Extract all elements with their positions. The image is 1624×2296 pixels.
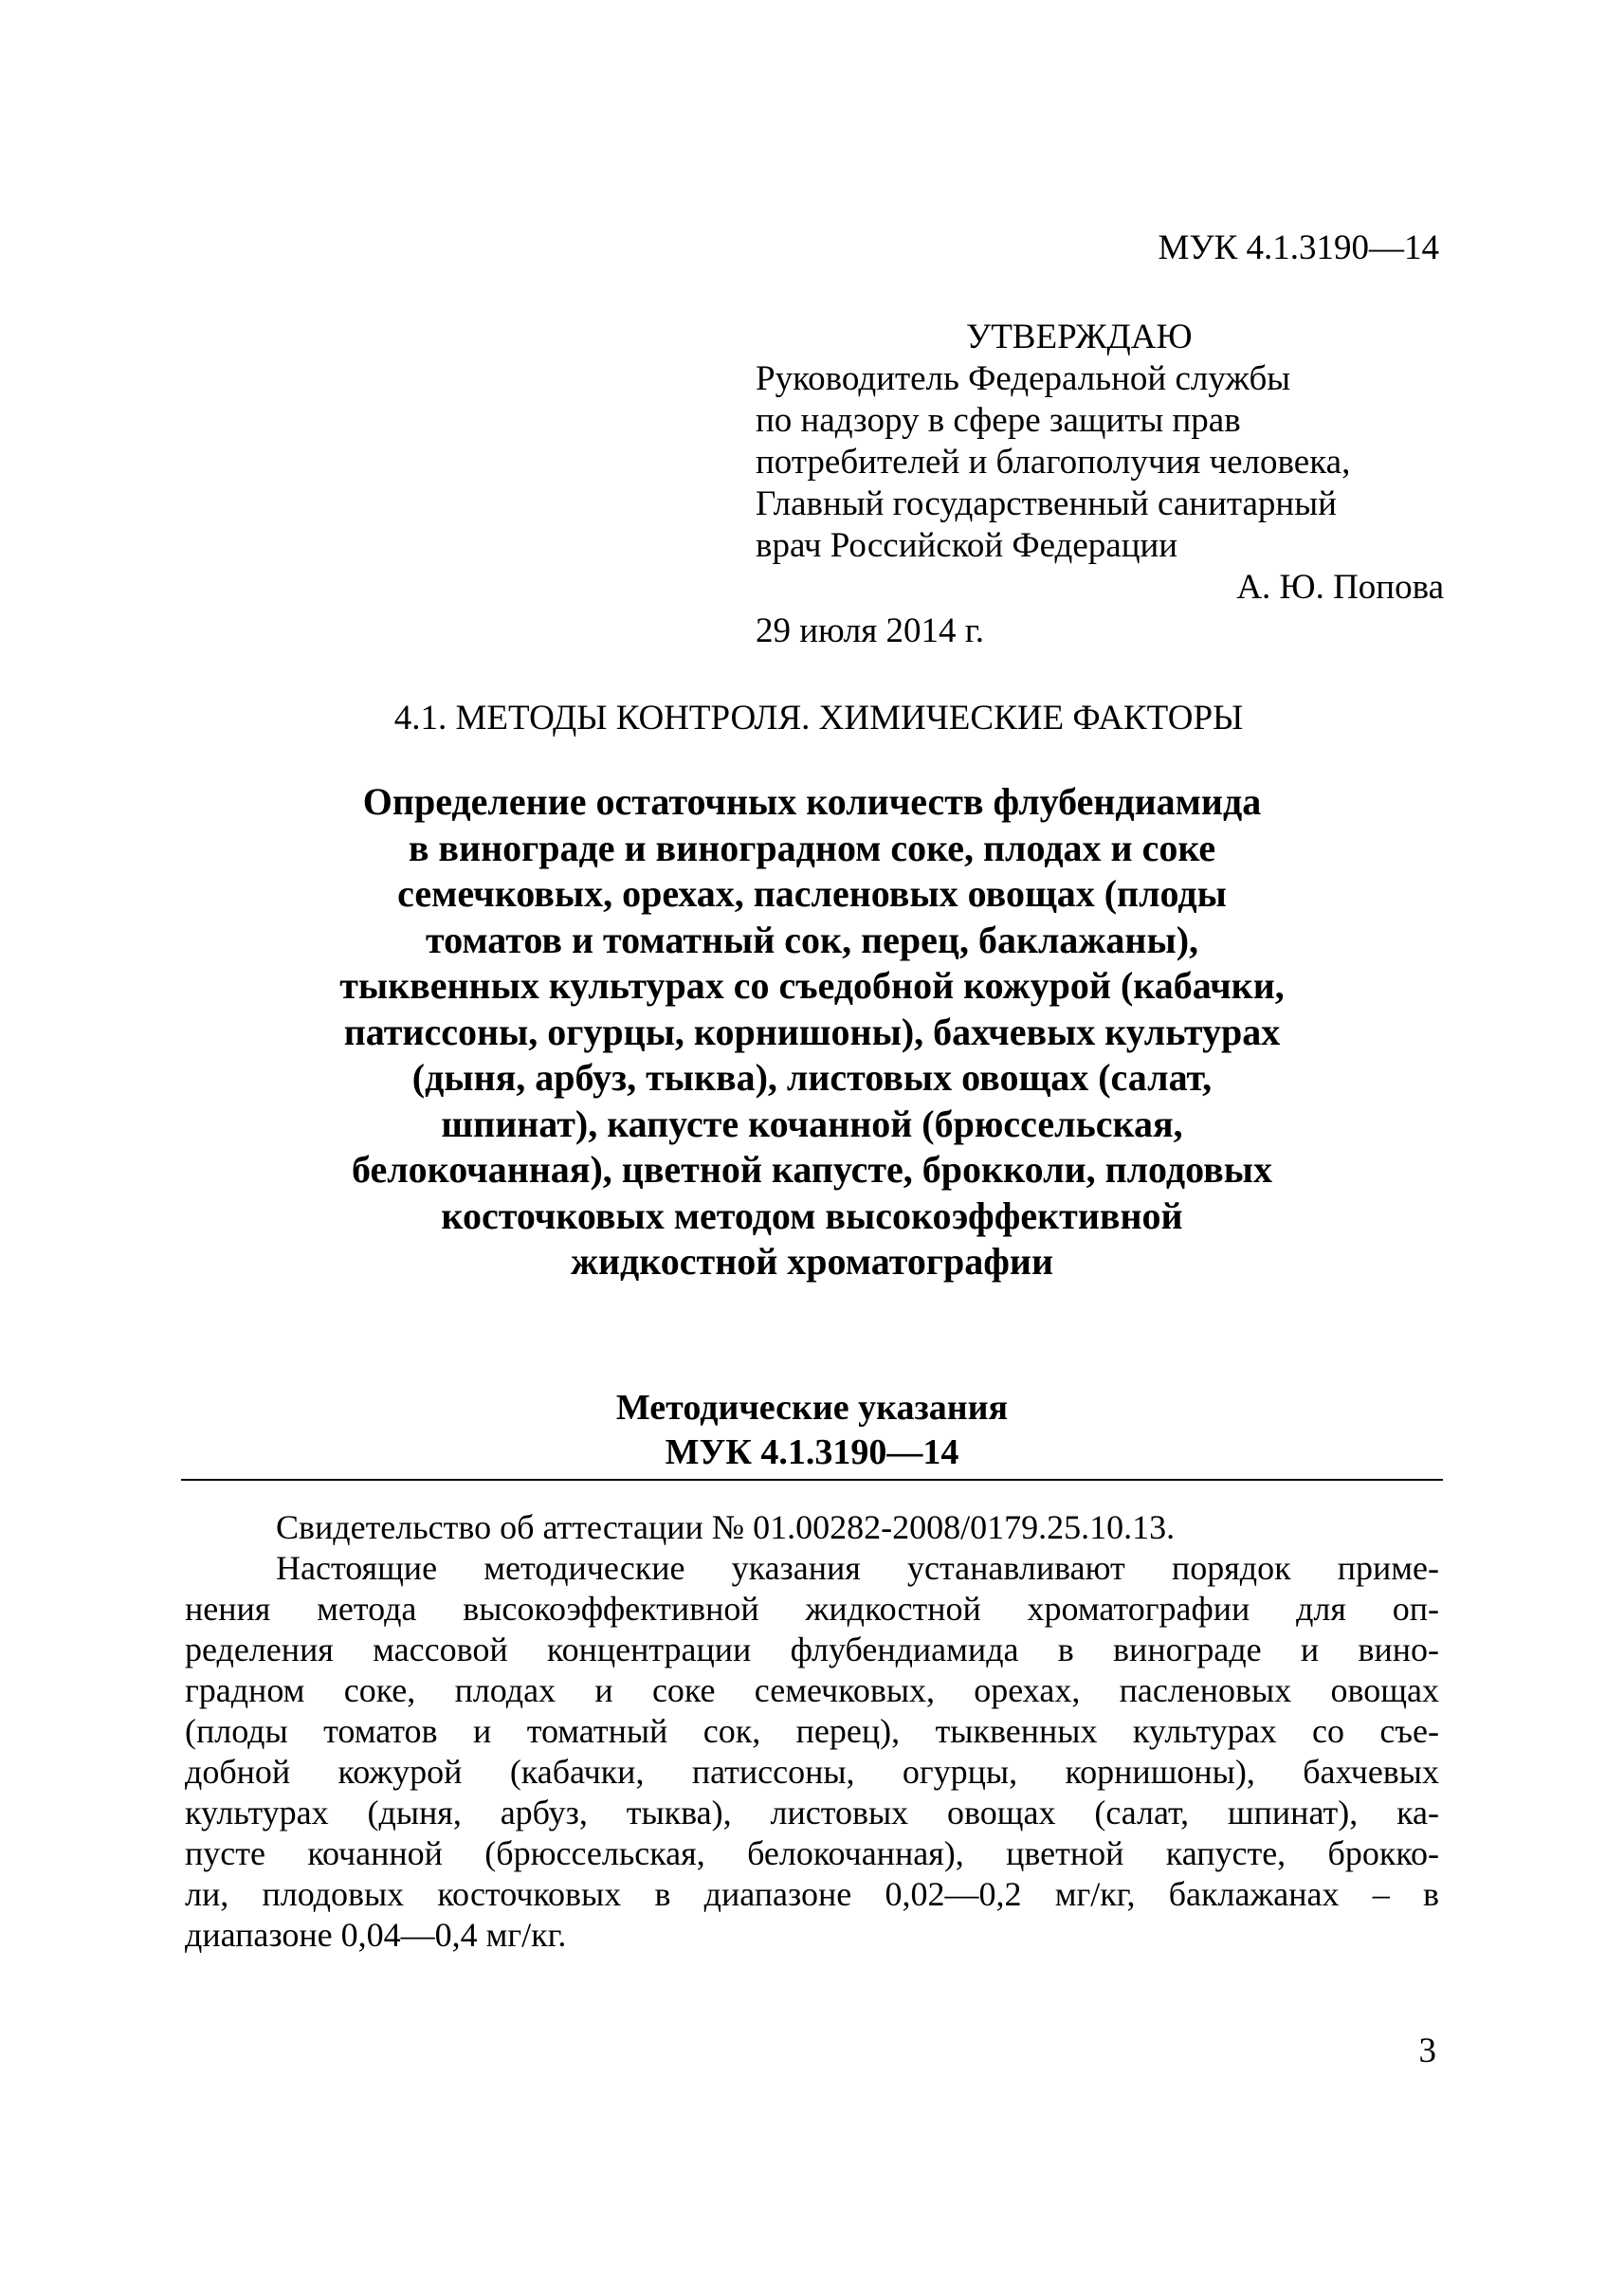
title-line: (дыня, арбуз, тыква), листовых овощах (салат, (411, 1056, 1213, 1099)
approval-line: по надзору в сфере защиты прав (756, 401, 1241, 440)
document-type (180, 1386, 1444, 1475)
title-line: Определение остаточных количеств флубендиамида (362, 780, 1262, 823)
title-line: в винограде и виноградном соке, плодах и соке (408, 826, 1216, 869)
body-line: Настоящие методические указания устанавливают порядок приме- (276, 1549, 1439, 1587)
section-heading: 4.1. МЕТОДЫ КОНТРОЛЯ. ХИМИЧЕСКИЕ ФАКТОРЫ (393, 699, 1244, 738)
body-line: пусте кочанной (брюссельская, белокочанная), цветной капусте, брокко- (185, 1834, 1439, 1872)
approval-date: 29 июля 2014 г. (756, 611, 985, 650)
document-type-label: Методические указания (615, 1388, 1009, 1428)
title-line: томатов и томатный сок, перец, баклажаны), (425, 918, 1199, 961)
title-line: белокочанная), цветной капусте, брокколи, плодовых (352, 1148, 1272, 1191)
document-code-header: МУК 4.1.3190—14 (1158, 228, 1439, 267)
approval-heading: УТВЕРЖДАЮ (966, 318, 1193, 356)
document-type-code: МУК 4.1.3190—14 (665, 1432, 959, 1472)
body-line: нения метода высокоэффективной жидкостной хроматографии для оп- (185, 1590, 1439, 1628)
body-line: добной кожурой (кабачки, патиссоны, огурцы, корнишоны), бахчевых (185, 1753, 1439, 1791)
title-line: патиссоны, огурцы, корнишоны), бахчевых культурах (343, 1010, 1281, 1053)
approval-line: врач Российской Федерации (756, 526, 1178, 565)
approval-line: Руководитель Федеральной службы (756, 359, 1291, 398)
body-line: ределения массовой концентрации флубендиамида в винограде и вино- (185, 1631, 1439, 1668)
body-line: культурах (дыня, арбуз, тыква), листовых овощах (салат, шпинат), ка- (185, 1794, 1439, 1831)
approval-block (756, 317, 1444, 652)
body-line: градном соке, плодах и соке семечковых, орехах, пасленовых овощах (185, 1671, 1439, 1709)
body-text (185, 1507, 1439, 1956)
title-line: тыквенных культурах со съедобной кожурой (кабачки, (339, 964, 1285, 1007)
body-line: (плоды томатов и томатный сок, перец), тыквенных культурах со съе- (185, 1712, 1439, 1750)
horizontal-divider (181, 1479, 1443, 1481)
title-line: жидкостной хроматографии (570, 1240, 1054, 1283)
body-line: ли, плодовых косточковых в диапазоне 0,02—0,2 мг/кг, баклажанах – в (185, 1875, 1439, 1913)
approval-line: Главный государственный санитарный (756, 484, 1337, 523)
document-title (180, 779, 1444, 1285)
certificate-line: Свидетельство об аттестации № 01.00282-2008/0179.25.10.13. (276, 1508, 1176, 1546)
title-line: косточковых методом высокоэффективной (441, 1194, 1183, 1237)
title-line: семечковых, орехах, пасленовых овощах (плоды (397, 872, 1227, 915)
title-line: шпинат), капусте кочанной (брюссельская, (441, 1102, 1183, 1145)
approval-line: потребителей и благополучия человека, (756, 443, 1351, 482)
page-number: 3 (1418, 2032, 1436, 2070)
body-line: диапазоне 0,04—0,4 мг/кг. (185, 1916, 567, 1954)
approval-signer: А. Ю. Попова (1236, 568, 1444, 607)
